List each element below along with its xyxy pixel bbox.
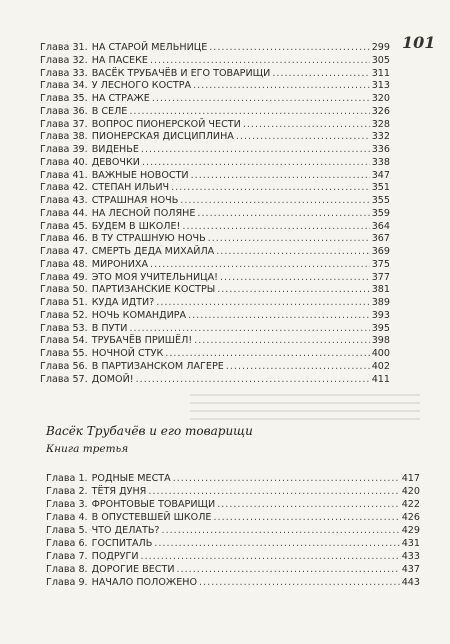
chapter-page-number: 395 <box>371 322 390 334</box>
dot-leader <box>154 537 399 550</box>
chapter-page-number: 351 <box>371 182 390 194</box>
dot-leader <box>191 170 370 183</box>
toc-entry <box>40 246 390 259</box>
chapter-label: Глава 33. <box>40 67 88 79</box>
toc-entry <box>40 93 390 106</box>
dot-leader <box>129 106 369 119</box>
dot-leader <box>165 348 369 361</box>
book-subtitle: Книга третья <box>46 443 129 455</box>
dot-leader <box>197 208 369 221</box>
chapter-page-number: 433 <box>401 551 420 562</box>
chapter-label: Глава 7. <box>46 551 88 562</box>
dot-leader <box>129 323 369 336</box>
chapter-label: Глава 36. <box>40 105 88 117</box>
toc-entry <box>40 208 390 221</box>
toc-entry <box>40 284 390 297</box>
toc-entry <box>40 348 390 361</box>
chapter-title: СТРАШНАЯ НОЧЬ <box>91 195 179 206</box>
toc-entry <box>46 485 420 498</box>
chapter-label: Глава 4. <box>46 512 88 523</box>
chapter-page-number: 328 <box>371 118 390 130</box>
toc-entry <box>46 511 420 524</box>
chapter-label: Глава 44. <box>40 207 88 219</box>
chapter-page-number: 299 <box>371 42 390 53</box>
chapter-label: Глава 57. <box>40 373 88 385</box>
chapter-label: Глава 52. <box>40 309 88 321</box>
toc-entry <box>46 576 420 589</box>
chapter-page-number: 367 <box>371 233 390 245</box>
dot-leader <box>226 361 370 374</box>
dot-leader <box>217 284 369 297</box>
chapter-page-number: 443 <box>401 577 420 588</box>
dot-leader <box>209 42 369 55</box>
chapter-page-number: 369 <box>371 246 390 257</box>
chapter-title: ВАЖНЫЕ НОВОСТИ <box>91 169 189 181</box>
dot-leader <box>141 550 400 563</box>
chapter-title: В ПАРТИЗАНСКОМ ЛАГЕРЕ <box>91 360 224 372</box>
chapter-page-number: 326 <box>371 105 390 117</box>
toc-entry <box>40 131 390 144</box>
toc-entry <box>40 195 390 208</box>
chapter-page-number: 364 <box>371 220 390 232</box>
chapter-title: СТЕПАН ИЛЬИЧ <box>91 182 170 194</box>
chapter-label: Глава 8. <box>46 564 88 575</box>
dot-leader <box>156 297 369 310</box>
chapter-page-number: 398 <box>371 335 390 347</box>
toc-entry <box>46 537 420 550</box>
chapter-page-number: 402 <box>371 360 390 372</box>
chapter-title: ПИОНЕРСКАЯ ДИСЦИПЛИНА <box>91 131 234 143</box>
chapter-title: В ТУ СТРАШНУЮ НОЧЬ <box>91 233 206 245</box>
chapter-page-number: 381 <box>371 284 390 296</box>
chapter-page-number: 417 <box>401 473 420 484</box>
chapter-page-number: 359 <box>371 207 390 219</box>
chapter-label: Глава 9. <box>46 577 88 588</box>
chapter-label: Глава 55. <box>40 348 88 359</box>
toc-entry <box>40 272 390 285</box>
chapter-title: ТЁТЯ ДУНЯ <box>91 486 147 497</box>
toc-entry <box>40 335 390 348</box>
dot-leader <box>141 144 370 157</box>
chapter-title: ПОДРУГИ <box>91 551 139 562</box>
chapter-label: Глава 32. <box>40 54 88 66</box>
toc-entry <box>40 80 390 93</box>
chapter-label: Глава 48. <box>40 258 88 270</box>
chapter-label: Глава 31. <box>40 42 88 53</box>
chapter-page-number: 311 <box>371 67 390 79</box>
chapter-label: Глава 38. <box>40 131 88 143</box>
chapter-title: БУДЕМ В ШКОЛЕ! <box>91 220 181 232</box>
dot-leader <box>182 221 369 234</box>
toc-entry <box>40 157 390 170</box>
toc-entry <box>40 42 390 55</box>
chapter-title: СМЕРТЬ ДЕДА МИХАЙЛА <box>91 246 215 257</box>
dot-leader <box>173 472 400 485</box>
toc-list-part-three <box>46 472 420 589</box>
chapter-title: НА СТАРОЙ МЕЛЬНИЦЕ <box>91 42 208 53</box>
chapter-title: ТРУБАЧЁВ ПРИШЁЛ! <box>91 335 193 347</box>
chapter-title: ПАРТИЗАНСКИЕ КОСТРЫ <box>91 284 216 296</box>
dot-leader <box>177 563 400 576</box>
toc-entry <box>40 323 390 336</box>
toc-entry <box>40 119 390 132</box>
chapter-label: Глава 39. <box>40 144 88 155</box>
chapter-page-number: 420 <box>401 486 420 497</box>
chapter-title: КУДА ИДТИ? <box>91 297 155 308</box>
chapter-title: ФРОНТОВЫЕ ТОВАРИЩИ <box>91 499 216 510</box>
dot-leader <box>152 93 370 106</box>
dot-leader <box>208 233 370 246</box>
chapter-label: Глава 34. <box>40 80 88 92</box>
dot-leader <box>142 157 370 170</box>
chapter-page-number: 389 <box>371 297 390 308</box>
chapter-page-number: 429 <box>401 525 420 536</box>
chapter-page-number: 377 <box>371 271 390 283</box>
chapter-label: Глава 37. <box>40 118 88 130</box>
toc-entry <box>40 55 390 68</box>
dot-leader <box>193 80 370 93</box>
chapter-page-number: 426 <box>401 512 420 523</box>
bleed-through-artifact <box>190 388 420 428</box>
toc-entry <box>46 563 420 576</box>
toc-entry <box>40 182 390 195</box>
dot-leader <box>220 272 370 285</box>
dot-leader <box>136 374 370 387</box>
chapter-title: НА СТРАЖЕ <box>91 93 150 104</box>
chapter-page-number: 411 <box>371 373 390 385</box>
dot-leader <box>217 498 400 511</box>
chapter-label: Глава 43. <box>40 195 88 206</box>
dot-leader <box>199 576 400 589</box>
chapter-title: ВОПРОС ПИОНЕРСКОЙ ЧЕСТИ <box>91 118 241 130</box>
toc-entry <box>40 259 390 272</box>
toc-entry <box>40 297 390 310</box>
chapter-label: Глава 5. <box>46 525 88 536</box>
chapter-label: Глава 51. <box>40 297 88 308</box>
chapter-label: Глава 41. <box>40 169 88 181</box>
dot-leader <box>180 195 369 208</box>
chapter-label: Глава 46. <box>40 233 88 245</box>
dot-leader <box>188 310 370 323</box>
chapter-title: ДОРОГИЕ ВЕСТИ <box>91 564 175 575</box>
chapter-title: ДОМОЙ! <box>91 373 134 385</box>
toc-entry <box>40 106 390 119</box>
chapter-title: ВИДЕНЬЕ <box>91 144 139 155</box>
chapter-title: РОДНЫЕ МЕСТА <box>91 473 171 484</box>
chapter-label: Глава 53. <box>40 322 88 334</box>
chapter-page-number: 320 <box>371 93 390 104</box>
chapter-page-number: 355 <box>371 195 390 206</box>
chapter-title: НА ПАСЕКЕ <box>91 54 148 66</box>
toc-entry <box>46 472 420 485</box>
dot-leader <box>214 511 400 524</box>
chapter-page-number: 422 <box>401 499 420 510</box>
chapter-label: Глава 3. <box>46 499 88 510</box>
toc-entry <box>46 498 420 511</box>
chapter-label: Глава 47. <box>40 246 88 257</box>
chapter-label: Глава 49. <box>40 271 88 283</box>
chapter-title: НОЧЬ КОМАНДИРА <box>91 309 187 321</box>
chapter-label: Глава 40. <box>40 156 88 168</box>
dot-leader <box>216 246 369 259</box>
dot-leader <box>162 524 400 537</box>
page-number: 101 <box>402 33 436 52</box>
toc-entry <box>40 68 390 81</box>
chapter-label: Глава 42. <box>40 182 88 194</box>
dot-leader <box>148 485 399 498</box>
chapter-label: Глава 1. <box>46 473 88 484</box>
chapter-title: НА ЛЕСНОЙ ПОЛЯНЕ <box>91 207 196 219</box>
dot-leader <box>272 68 369 81</box>
chapter-page-number: 347 <box>371 169 390 181</box>
chapter-label: Глава 2. <box>46 486 88 497</box>
chapter-page-number: 375 <box>371 258 390 270</box>
chapter-page-number: 305 <box>371 54 390 66</box>
dot-leader <box>194 335 370 348</box>
chapter-page-number: 437 <box>401 564 420 575</box>
chapter-page-number: 338 <box>371 156 390 168</box>
dot-leader <box>243 119 370 132</box>
toc-entry <box>40 233 390 246</box>
chapter-title: У ЛЕСНОГО КОСТРА <box>91 80 192 92</box>
toc-list-part-two <box>40 42 390 386</box>
toc-entry <box>46 550 420 563</box>
chapter-page-number: 393 <box>371 309 390 321</box>
toc-entry <box>40 361 390 374</box>
chapter-page-number: 313 <box>371 80 390 92</box>
chapter-label: Глава 6. <box>46 538 88 549</box>
chapter-label: Глава 54. <box>40 335 88 347</box>
chapter-title: В СЕЛЕ <box>91 105 128 117</box>
chapter-title: В ОПУСТЕВШЕЙ ШКОЛЕ <box>91 512 212 523</box>
book-title: Васёк Трубачёв и его товарищи <box>46 424 253 438</box>
chapter-title: ДЕВОЧКИ <box>91 156 140 168</box>
chapter-label: Глава 45. <box>40 220 88 232</box>
chapter-page-number: 336 <box>371 144 390 155</box>
chapter-page-number: 400 <box>371 348 390 359</box>
chapter-page-number: 431 <box>401 538 420 549</box>
dot-leader <box>150 259 370 272</box>
chapter-title: В ПУТИ <box>91 322 128 334</box>
chapter-title: НАЧАЛО ПОЛОЖЕНО <box>91 577 198 588</box>
toc-entry <box>40 374 390 387</box>
toc-entry <box>40 144 390 157</box>
toc-entry <box>40 170 390 183</box>
chapter-label: Глава 35. <box>40 93 88 104</box>
chapter-title: МИРОНИХА <box>91 258 149 270</box>
toc-entry <box>40 221 390 234</box>
chapter-title: ЧТО ДЕЛАТЬ? <box>91 525 160 536</box>
chapter-title: ГОСПИТАЛЬ <box>91 538 153 549</box>
toc-entry <box>40 310 390 323</box>
chapter-label: Глава 56. <box>40 360 88 372</box>
chapter-title: ВАСЁК ТРУБАЧЁВ И ЕГО ТОВАРИЩИ <box>91 67 271 79</box>
chapter-title: НОЧНОЙ СТУК <box>91 348 164 359</box>
chapter-label: Глава 50. <box>40 284 88 296</box>
chapter-title: ЭТО МОЯ УЧИТЕЛЬНИЦА! <box>91 271 218 283</box>
chapter-page-number: 332 <box>371 131 390 143</box>
dot-leader <box>150 55 370 68</box>
dot-leader <box>171 182 370 195</box>
toc-entry <box>46 524 420 537</box>
dot-leader <box>236 131 370 144</box>
